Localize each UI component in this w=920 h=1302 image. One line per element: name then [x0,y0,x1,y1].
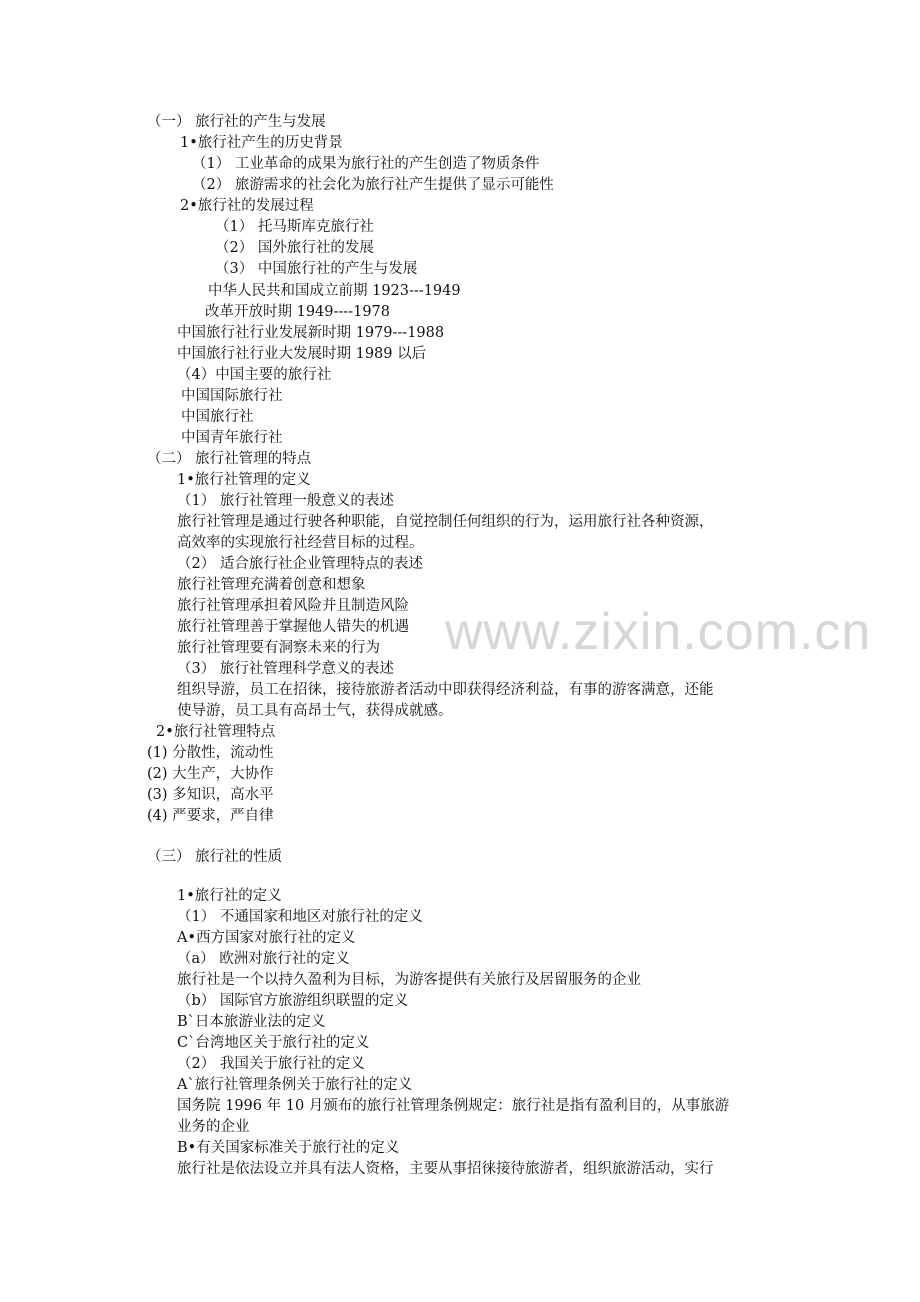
text-line: A•西方国家对旅行社的定义 [177,930,356,946]
text-line: 使导游，员工具有高昂士气，获得成就感。 [177,703,453,719]
text-line: （a） 欧洲对旅行社的定义 [177,951,350,967]
text-line: C`台湾地区关于旅行社的定义 [177,1035,370,1051]
text-line: （一） 旅行社的产生与发展 [147,114,326,130]
text-line: 1•旅行社管理的定义 [177,472,311,488]
text-line: 国务院 1996 年 10 月颁布的旅行社管理条例规定：旅行社是指有盈利目的，从事旅游 [177,1098,730,1114]
text-line: 中国旅行社行业大发展时期 1989 以后 [177,346,427,362]
text-line: 旅行社管理充满着创意和想象 [177,577,366,593]
text-line: (2) 大生产，大协作 [147,766,274,782]
text-line: 2•旅行社的发展过程 [180,198,314,214]
text-line: （3） 中国旅行社的产生与发展 [215,261,418,277]
text-line: （1） 托马斯库克旅行社 [215,219,374,235]
text-line: 业务的企业 [177,1119,250,1135]
text-line: B`日本旅游业法的定义 [177,1014,326,1030]
text-line: 中华人民共和国成立前期 1923---1949 [208,283,461,299]
text-line: 中国旅行社行业发展新时期 1979---1988 [177,325,445,341]
text-line: (3) 多知识，高水平 [147,787,274,803]
text-line: 中国国际旅行社 [181,388,283,404]
text-line: B•有关国家标准关于旅行社的定义 [177,1140,400,1156]
text-line: （4）中国主要的旅行社 [177,367,332,383]
text-line: 中国旅行社 [181,409,254,425]
watermark: www.zixin.com.cn [445,603,872,661]
text-line: 组织导游，员工在招徕，接待旅游者活动中即获得经济利益，有事的游客满意，还能 [177,682,714,698]
text-line: （1） 工业革命的成果为旅行社的产生创造了物质条件 [192,156,540,172]
text-line: （2） 国外旅行社的发展 [215,240,374,256]
text-line: （b） 国际官方旅游组织联盟的定义 [177,993,409,1009]
text-line: （2） 我国关于旅行社的定义 [177,1056,365,1072]
text-line: 旅行社管理要有洞察未来的行为 [177,640,380,656]
text-line: （二） 旅行社管理的特点 [147,451,312,467]
text-line: A`旅行社管理条例关于旅行社的定义 [177,1077,413,1093]
text-line: （三） 旅行社的性质 [147,849,283,865]
text-line: 旅行社管理承担着风险并且制造风险 [177,598,409,614]
text-line: 改革开放时期 1949----1978 [205,304,391,320]
text-line: 旅行社管理是通过行驶各种职能，自觉控制任何组织的行为，运用旅行社各种资源， [177,514,714,530]
text-line: （3） 旅行社管理科学意义的表述 [177,661,394,677]
text-line: (1) 分散性，流动性 [147,745,274,761]
text-line: 1•旅行社的定义 [177,888,282,904]
text-line: 1•旅行社产生的历史背景 [180,135,343,151]
text-line: （1） 不通国家和地区对旅行社的定义 [177,909,423,925]
text-line: 旅行社是一个以持久盈利为目标，为游客提供有关旅行及居留服务的企业 [177,972,641,988]
text-line: （2） 适合旅行社企业管理特点的表述 [177,556,423,572]
text-line: 中国青年旅行社 [181,430,283,446]
text-line: 旅行社是依法设立并具有法人资格，主要从事招徕接待旅游者，组织旅游活动，实行 [177,1161,714,1177]
text-line: 2•旅行社管理特点 [156,724,276,740]
text-line: 旅行社管理善于掌握他人错失的机遇 [177,619,409,635]
text-line: （2） 旅游需求的社会化为旅行社产生提供了显示可能性 [192,177,554,193]
text-line: 高效率的实现旅行社经营目标的过程。 [177,535,424,551]
text-line: (4) 严要求，严自律 [147,808,274,824]
text-line: （1） 旅行社管理一般意义的表述 [177,493,394,509]
